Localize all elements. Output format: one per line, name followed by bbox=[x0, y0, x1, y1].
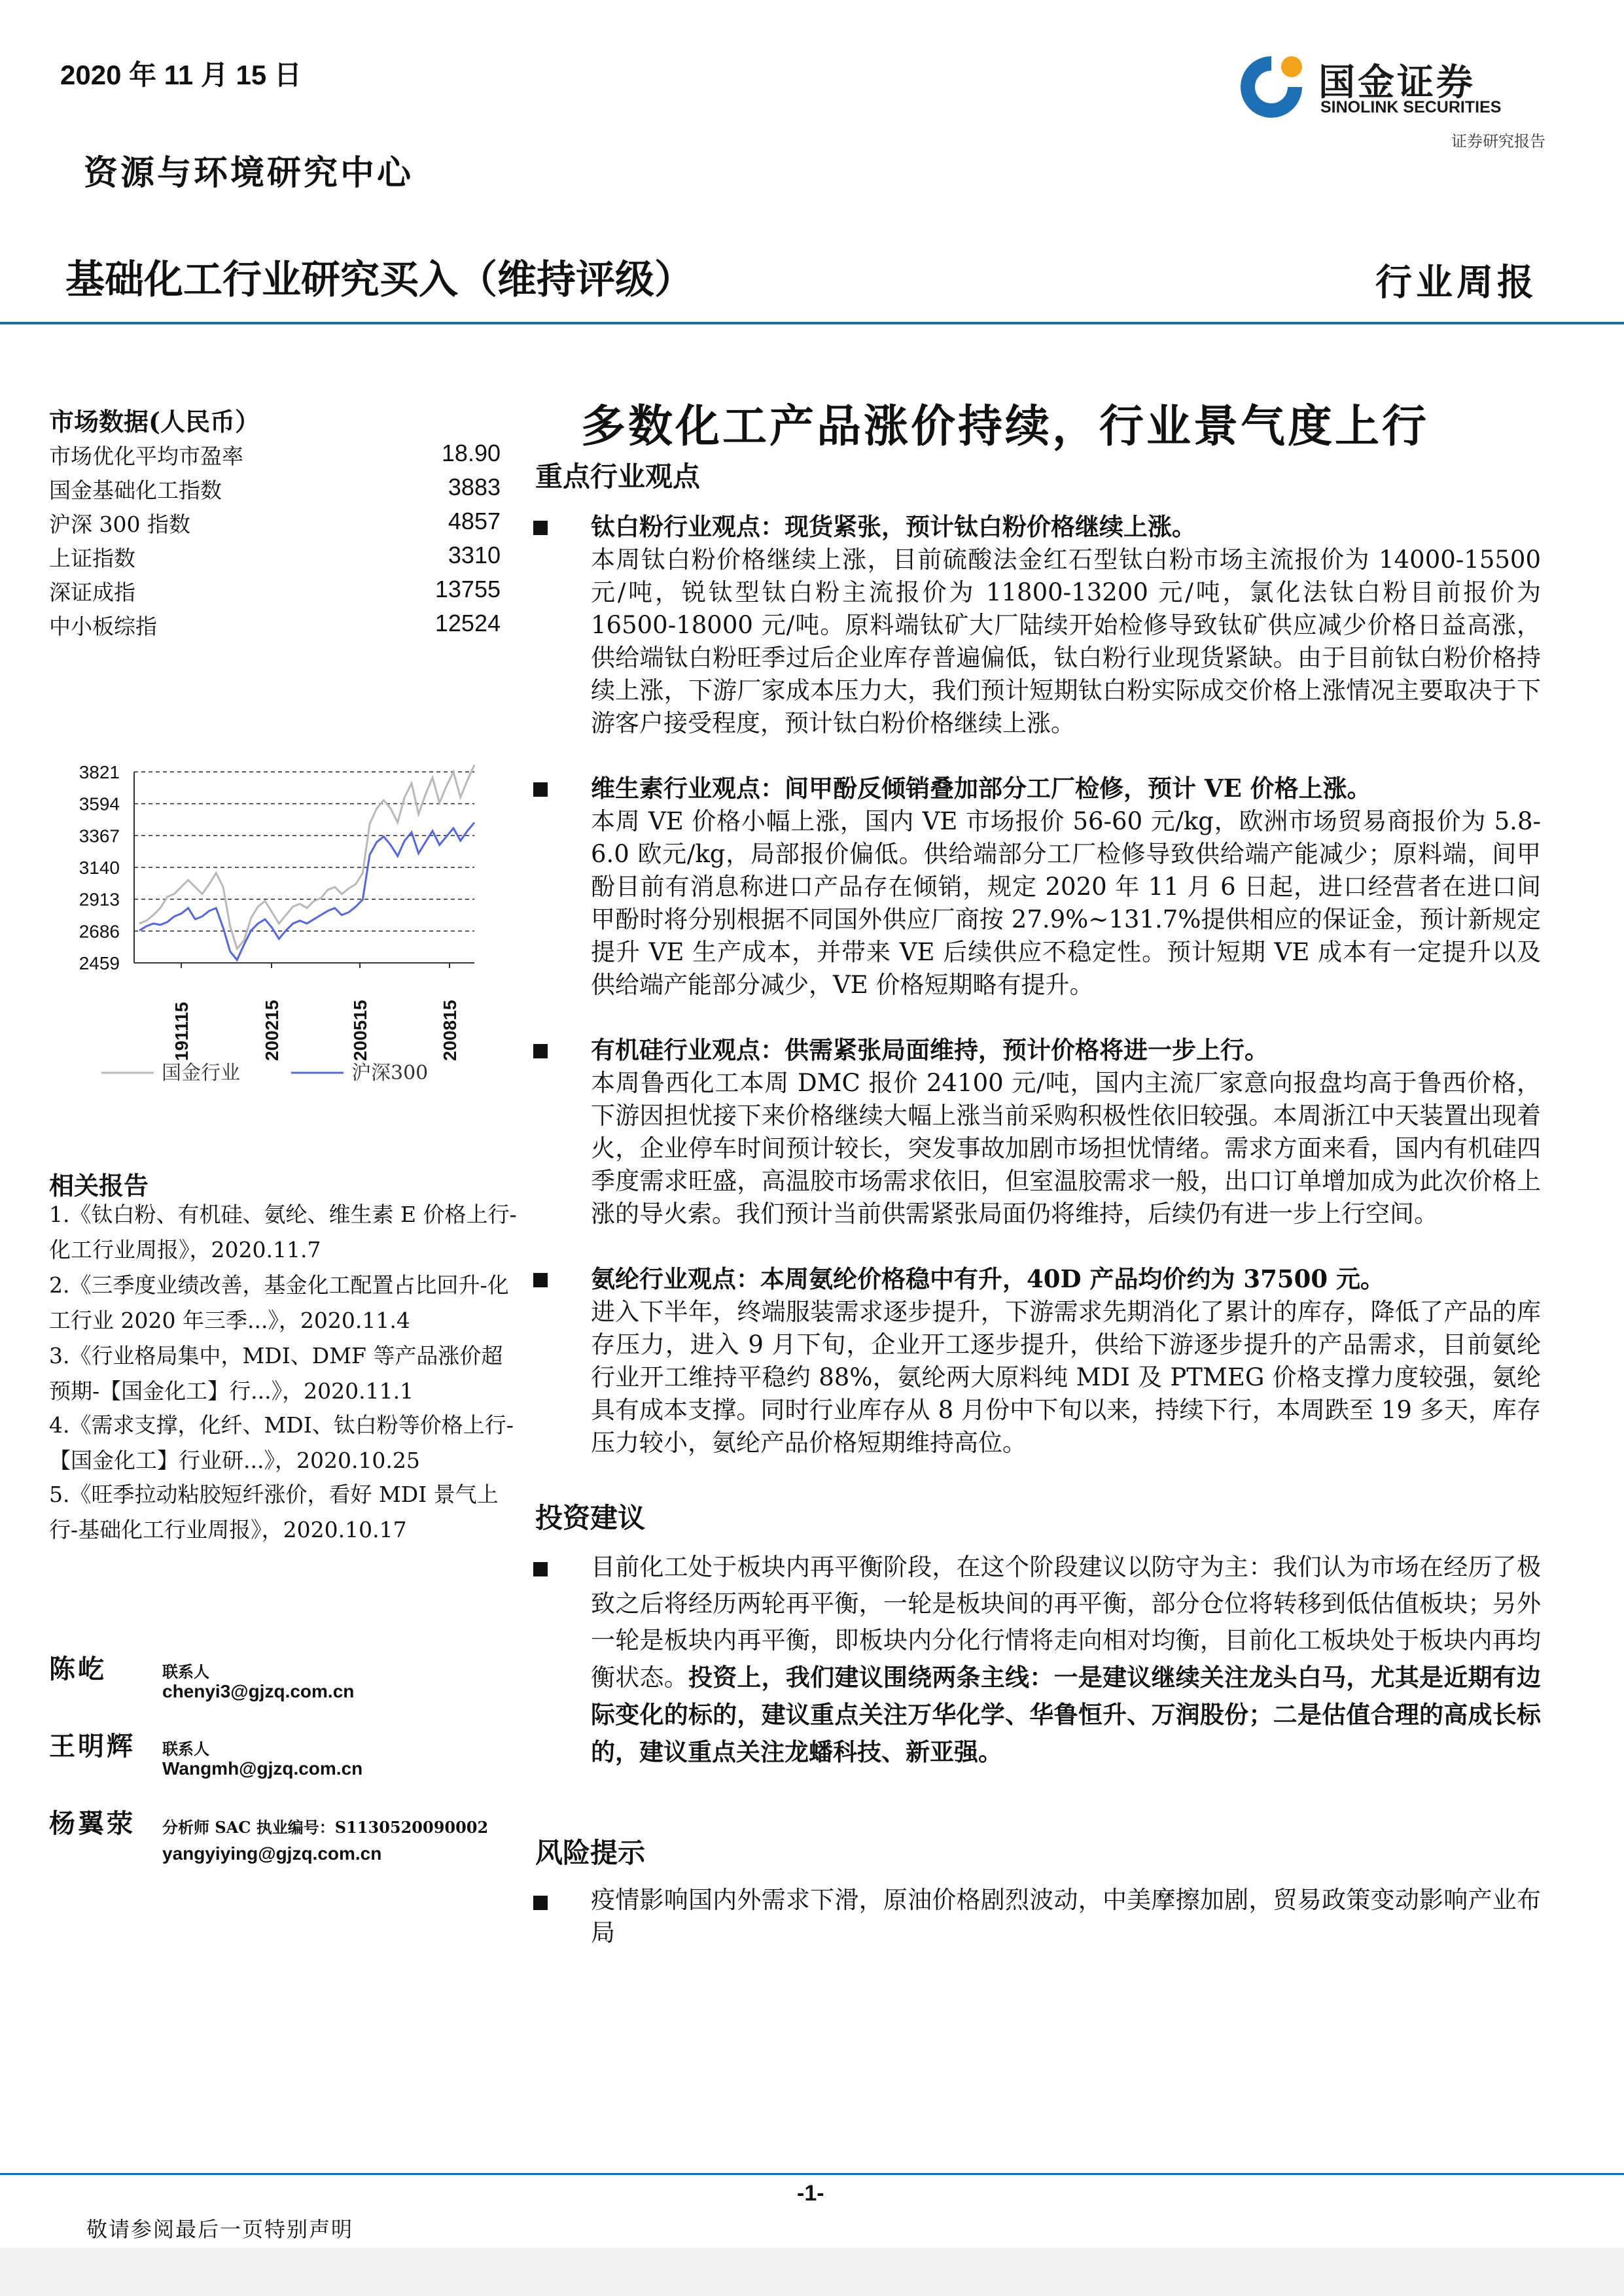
market-row bbox=[49, 474, 501, 508]
author-email[interactable]: Wangmh@gjzq.com.cn bbox=[162, 1758, 363, 1779]
author-label: 分析师 SAC 执业编号：S1130520090002 bbox=[162, 1818, 489, 1837]
market-label: 国金基础化工指数 bbox=[49, 478, 222, 503]
footer-band bbox=[0, 2248, 1624, 2296]
para-bold: 投资上，我们建议围绕两条主线：一是建议继续关注龙头白马，尤其是近期有边际变化的标的，建议重点关注万华化学、华鲁恒升、万润股份；二是估值合理的高成长标的，建议重点关注龙蟠科技、新亚强。 bbox=[591, 1663, 1542, 1766]
page-number: -1- bbox=[797, 2181, 824, 2206]
market-data-title: 市场数据(人民币） bbox=[49, 407, 260, 436]
bullet-icon bbox=[533, 1896, 548, 1910]
para-body: 本周鲁西化工本周 DMC 报价 24100 元/吨，国内主流厂家意向报盘均高于鲁西价格，下游因担忧接下来价格继续大幅上涨当前采购积极性依旧较强。本周浙江中天装置出现着火，企业停车时间预计较长，突发事故加剧市场担忧情绪。需求方面来看，国内有机硅四季度需求旺盛，高温胶市场需求依旧，但室温胶需求一般，出口订单增加成为此次价格上涨的导火索。我们预计当前供需紧张局面仍将维持，后续仍有进一步上行空间。 bbox=[591, 1069, 1541, 1228]
market-value: 3883 bbox=[448, 474, 501, 500]
market-label: 上证指数 bbox=[49, 546, 135, 571]
header-rule bbox=[0, 322, 1624, 324]
series-line-1 bbox=[139, 822, 474, 960]
author-email[interactable]: chenyi3@gjzq.com.cn bbox=[162, 1681, 355, 1701]
bullet-icon bbox=[533, 521, 548, 535]
logo-name-en: SINOLINK SECURITIES bbox=[1320, 98, 1502, 116]
market-label: 深证成指 bbox=[49, 580, 135, 605]
bullet-icon bbox=[533, 1044, 548, 1058]
y-tick-label: 2686 bbox=[79, 921, 120, 942]
y-tick-label: 3367 bbox=[79, 826, 120, 846]
market-value: 3310 bbox=[448, 542, 501, 568]
spandex-paragraph bbox=[591, 1262, 1541, 1459]
report-type: 行业周报 bbox=[1375, 261, 1538, 304]
market-value: 12524 bbox=[434, 610, 501, 636]
risk-paragraph bbox=[591, 1884, 1541, 1949]
research-center: 资源与环境研究中心 bbox=[84, 153, 414, 193]
related-report-item[interactable]: 4.《需求支撑，化纤、MDI、钛白粉等价格上行-【国金化工】行业研...》，2020.10.25 bbox=[49, 1412, 514, 1473]
para-body: 疫情影响国内外需求下滑，原油价格剧烈波动，中美摩擦加剧，贸易政策变动影响产业布局 bbox=[591, 1886, 1541, 1947]
market-label: 沪深 300 指数 bbox=[49, 512, 190, 537]
market-row bbox=[49, 542, 501, 576]
author-email[interactable]: yangyiying@gjzq.com.cn bbox=[162, 1843, 382, 1864]
para-body: 目前化工处于板块内再平衡阶段，在这个阶段建议以防守为主：我们认为市场在经历了极致之后将经历两轮再平衡，一轮是板块间的再平衡，部分仓位将转移到低估值板块；另外一轮是板块内再平衡，即板块内分化行情将走向相对均衡，目前化工板块处于板块内再均衡状态。 bbox=[591, 1553, 1541, 1692]
para-heading: 氨纶行业观点：本周氨纶价格稳中有升，40D 产品均价约为 37500 元。 bbox=[591, 1264, 1385, 1293]
para-body: 进入下半年，终端服装需求逐步提升，下游需求先期消化了累计的库存，降低了产品的库存压力，进入 9 月下旬，企业开工逐步提升，供给下游逐步提升的产品需求，目前氨纶行业开工维持平稳约 88%，氨纶两大原料纯 MDI 及 PTMEG 价格支撑力度较强，氨纶具有成本支撑。同时行业库存从 8 月份中下旬以来，持续下行，本周跌至 19 多天，库存压力较小，氨纶产品价格短期维持高位。 bbox=[591, 1298, 1541, 1457]
vitamin-paragraph bbox=[591, 772, 1541, 1001]
related-report-item[interactable]: 3.《行业格局集中，MDI、DMF 等产品涨价超预期-【国金化工】行...》，2020.11.1 bbox=[49, 1343, 503, 1404]
bullet-icon bbox=[533, 1562, 548, 1576]
para-heading: 维生素行业观点：间甲酚反倾销叠加部分工厂检修，预计 VE 价格上涨。 bbox=[591, 774, 1371, 803]
y-tick-label: 3821 bbox=[79, 762, 120, 782]
market-value: 18.90 bbox=[441, 440, 501, 466]
author-label: 联系人 bbox=[162, 1662, 209, 1681]
para-heading: 有机硅行业观点：供需紧张局面维持，预计价格将进一步上行。 bbox=[591, 1035, 1269, 1064]
related-report-item[interactable]: 2.《三季度业绩改善，基金化工配置占比回升-化工行业 2020 年三季...》，2020.11.4 bbox=[49, 1272, 509, 1333]
index-line-chart bbox=[49, 752, 507, 1092]
author-label: 联系人 bbox=[162, 1739, 209, 1758]
legend-label: 国金行业 bbox=[162, 1062, 240, 1085]
series-line-0 bbox=[139, 765, 474, 949]
market-row bbox=[49, 610, 501, 644]
titanium-dioxide-paragraph bbox=[591, 510, 1541, 740]
para-heading: 钛白粉行业观点：现货紧张，预计钛白粉价格继续上涨。 bbox=[591, 512, 1196, 541]
footer-rule bbox=[0, 2173, 1624, 2175]
author-name: 王明辉 bbox=[49, 1731, 135, 1762]
x-tick-label: 200515 bbox=[350, 1000, 370, 1061]
y-tick-label: 3594 bbox=[79, 793, 120, 814]
market-label: 中小板综指 bbox=[49, 614, 157, 639]
author-name: 杨翼荥 bbox=[49, 1808, 135, 1839]
y-tick-label: 3140 bbox=[79, 858, 120, 878]
report-date: 2020 年 11 月 15 日 bbox=[60, 60, 302, 90]
section-heading: 重点行业观点 bbox=[535, 461, 701, 493]
para-body: 本周钛白粉价格继续上涨，目前硫酸法金红石型钛白粉市场主流报价为 14000-15500 元/吨，锐钛型钛白粉主流报价为 11800-13200 元/吨，氯化法钛白粉目前报价为 16500-18000 元/吨。原料端钛矿大厂陆续开始检修导致钛矿供应减少价格日益高涨，供给端钛白粉旺季过后企业库存普遍偏低，钛白粉行业现货紧缺。由于目前钛白粉价格持续上涨，下游厂家成本压力大，我们预计短期钛白粉实际成交价格上涨情况主要取决于下游客户接受程度，预计钛白粉价格继续上涨。 bbox=[591, 546, 1541, 737]
logo-name-cn: 国金证券 bbox=[1318, 61, 1475, 104]
disclaimer: 敬请参阅最后一页特别声明 bbox=[86, 2217, 354, 2242]
market-label: 市场优化平均市盈率 bbox=[49, 444, 243, 469]
x-tick-label: 191115 bbox=[171, 1001, 192, 1061]
related-report-item[interactable]: 5.《旺季拉动粘胶短纤涨价，看好 MDI 景气上行-基础化工行业周报》，2020.10.17 bbox=[49, 1482, 499, 1542]
para-body: 本周 VE 价格小幅上涨，国内 VE 市场报价 56-60 元/kg，欧洲市场贸易商报价为 5.8-6.0 欧元/kg，局部报价偏低。供给端部分工厂检修导致供给端产能减少；原料端，间甲酚目前有消息称进口产品存在倾销，规定 2020 年 11 月 6 日起，进口经营者在进口间甲酚时将分别根据不同国外供应厂商按 27.9%~131.7%提供相应的保证金，预计新规定提升 VE 生产成本，并带来 VE 后续供应不稳定性。预计短期 VE 成本有一定提升以及供给端产能部分减少，VE 价格短期略有提升。 bbox=[591, 807, 1541, 999]
main-title: 多数化工产品涨价持续，行业景气度上行 bbox=[581, 400, 1430, 453]
section-heading: 投资建议 bbox=[535, 1502, 646, 1534]
related-report-item[interactable]: 1.《钛白粉、有机硅、氨纶、维生素 E 价格上行-化工行业周报》，2020.11.7 bbox=[49, 1202, 517, 1262]
y-tick-label: 2459 bbox=[79, 953, 120, 973]
report-title: 基础化工行业研究买入（维持评级） bbox=[65, 257, 694, 303]
bullet-icon bbox=[533, 782, 548, 797]
logo-subtitle: 证券研究报告 bbox=[1451, 132, 1545, 150]
author-name: 陈屹 bbox=[49, 1654, 107, 1684]
market-row bbox=[49, 508, 501, 542]
market-value: 13755 bbox=[434, 576, 501, 602]
logo-mark-icon bbox=[1235, 51, 1307, 123]
x-tick-label: 200815 bbox=[440, 1000, 460, 1061]
bullet-icon bbox=[533, 1273, 548, 1287]
silicone-paragraph bbox=[591, 1034, 1541, 1230]
market-row bbox=[49, 576, 501, 610]
related-reports-title: 相关报告 bbox=[49, 1171, 149, 1200]
section-heading: 风险提示 bbox=[535, 1837, 646, 1869]
x-tick-label: 200215 bbox=[262, 1000, 282, 1061]
market-row bbox=[49, 440, 501, 474]
market-value: 4857 bbox=[448, 508, 501, 534]
y-tick-label: 2913 bbox=[79, 889, 120, 910]
investment-paragraph bbox=[591, 1549, 1541, 1771]
legend-label: 沪深300 bbox=[351, 1062, 429, 1085]
